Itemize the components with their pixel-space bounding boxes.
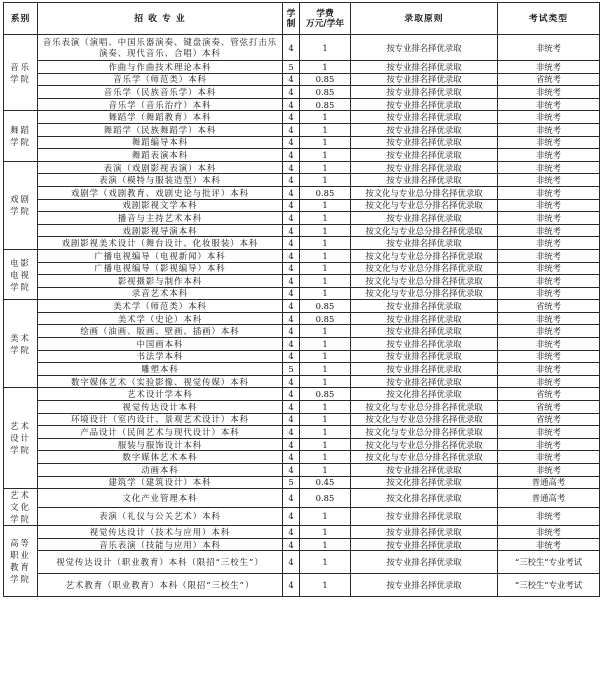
years-cell: 4	[283, 287, 300, 300]
table-row	[4, 186, 600, 199]
years-cell: 4	[283, 574, 300, 597]
header-row	[4, 3, 600, 35]
major-cell: 戏剧学（戏剧教育、戏剧史论与批评）本科	[38, 186, 283, 199]
fee-cell: 1	[300, 275, 351, 288]
exam-cell: 省统考	[498, 300, 600, 313]
exam-cell: 非统考	[498, 237, 600, 250]
table-row	[4, 401, 600, 414]
years-cell: 4	[283, 507, 300, 526]
principle-cell: 按专业排名择优录取	[351, 325, 498, 338]
principle-cell: 按专业排名择优录取	[351, 161, 498, 174]
table-row	[4, 149, 600, 162]
principle-cell: 按文化与专业总分排名择优录取	[351, 413, 498, 426]
years-cell: 4	[283, 526, 300, 539]
exam-cell: 省统考	[498, 73, 600, 86]
exam-cell: 非统考	[498, 149, 600, 162]
major-cell: 视觉传达设计（技术与应用）本科	[38, 526, 283, 539]
dept-cell: 舞蹈 学院	[4, 111, 38, 161]
table-row	[4, 413, 600, 426]
exam-cell: 非统考	[498, 123, 600, 136]
major-cell: 音乐学（师范类）本科	[38, 73, 283, 86]
major-cell: 录音艺术本科	[38, 287, 283, 300]
major-cell: 舞蹈编导本科	[38, 136, 283, 149]
years-cell: 4	[283, 275, 300, 288]
major-cell: 广播电视编导（电视新闻）本科	[38, 249, 283, 262]
major-cell: 戏剧影视美术设计（舞台设计、化妆服装）本科	[38, 237, 283, 250]
table-row	[4, 363, 600, 376]
years-cell: 4	[283, 262, 300, 275]
years-cell: 4	[283, 212, 300, 225]
fee-cell: 1	[300, 262, 351, 275]
fee-cell: 1	[300, 287, 351, 300]
exam-cell: 非统考	[498, 174, 600, 187]
fee-cell: 1	[300, 35, 351, 61]
years-cell: 5	[283, 61, 300, 74]
principle-cell: 按文化与专业总分排名择优录取	[351, 426, 498, 439]
exam-cell: 非统考	[498, 275, 600, 288]
years-cell: 4	[283, 35, 300, 61]
exam-cell: 非统考	[498, 161, 600, 174]
table-row	[4, 464, 600, 477]
fee-cell: 1	[300, 538, 351, 551]
exam-cell: 非统考	[498, 199, 600, 212]
exam-cell: 非统考	[498, 363, 600, 376]
table-row	[4, 538, 600, 551]
fee-cell: 0.85	[300, 489, 351, 508]
fee-cell: 1	[300, 526, 351, 539]
exam-cell: 非统考	[498, 325, 600, 338]
fee-cell: 1	[300, 451, 351, 464]
dept-cell: 艺术 文化 学院	[4, 489, 38, 526]
major-cell: 音乐表演（演唱、中国乐器演奏、键盘演奏、管弦打击乐演奏、现代音乐、合唱）本科	[38, 35, 283, 61]
fee-cell: 1	[300, 111, 351, 124]
principle-cell: 按专业排名择优录取	[351, 363, 498, 376]
fee-cell: 1	[300, 199, 351, 212]
fee-cell: 1	[300, 149, 351, 162]
major-cell: 视觉传达设计本科	[38, 401, 283, 414]
years-cell: 4	[283, 224, 300, 237]
fee-cell: 1	[300, 161, 351, 174]
exam-cell: 省统考	[498, 388, 600, 401]
exam-cell: 省统考	[498, 413, 600, 426]
major-cell: 数字媒体艺术本科	[38, 451, 283, 464]
exam-cell: 非统考	[498, 507, 600, 526]
header-fee: 学费 万元/学年	[300, 3, 351, 35]
years-cell: 4	[283, 375, 300, 388]
admissions-table	[3, 2, 600, 597]
years-cell: 4	[283, 413, 300, 426]
fee-cell: 0.85	[300, 186, 351, 199]
fee-cell: 1	[300, 350, 351, 363]
fee-cell: 1	[300, 551, 351, 574]
major-cell: 舞蹈学（舞蹈教育）本科	[38, 111, 283, 124]
exam-cell: 非统考	[498, 538, 600, 551]
exam-cell: 非统考	[498, 224, 600, 237]
years-cell: 4	[283, 237, 300, 250]
years-cell: 4	[283, 388, 300, 401]
major-cell: 动画本科	[38, 464, 283, 477]
major-cell: 音乐学（民族音乐学）本科	[38, 86, 283, 99]
table-body	[4, 35, 600, 597]
years-cell: 4	[283, 73, 300, 86]
table-row	[4, 551, 600, 574]
header-years: 学制	[283, 3, 300, 35]
principle-cell: 按文化排名择优录取	[351, 388, 498, 401]
principle-cell: 按专业排名择优录取	[351, 526, 498, 539]
table-row	[4, 476, 600, 489]
principle-cell: 按专业排名择优录取	[351, 300, 498, 313]
fee-cell: 0.85	[300, 73, 351, 86]
major-cell: 环境设计（室内设计、景观艺术设计）本科	[38, 413, 283, 426]
major-cell: 产品设计（民间艺术与现代设计）本科	[38, 426, 283, 439]
table-row	[4, 275, 600, 288]
major-cell: 美术学（师范类）本科	[38, 300, 283, 313]
major-cell: 戏剧影视导演本科	[38, 224, 283, 237]
major-cell: 美术学（史论）本科	[38, 312, 283, 325]
table-row	[4, 111, 600, 124]
major-cell: 艺术设计学本科	[38, 388, 283, 401]
table-row	[4, 426, 600, 439]
major-cell: 戏剧影视文学本科	[38, 199, 283, 212]
principle-cell: 按文化与专业总分排名择优录取	[351, 401, 498, 414]
years-cell: 4	[283, 249, 300, 262]
principle-cell: 按文化与专业总分排名择优录取	[351, 249, 498, 262]
years-cell: 4	[283, 401, 300, 414]
table-row	[4, 199, 600, 212]
exam-cell: 非统考	[498, 375, 600, 388]
table-row	[4, 300, 600, 313]
exam-cell: 非统考	[498, 287, 600, 300]
table-row	[4, 312, 600, 325]
table-row	[4, 161, 600, 174]
header-principle: 录取原则	[351, 3, 498, 35]
principle-cell: 按文化与专业总分排名择优录取	[351, 186, 498, 199]
fee-cell: 1	[300, 413, 351, 426]
years-cell: 4	[283, 438, 300, 451]
fee-cell: 1	[300, 375, 351, 388]
years-cell: 4	[283, 538, 300, 551]
principle-cell: 按专业排名择优录取	[351, 350, 498, 363]
header-dept: 系别	[4, 3, 38, 35]
major-cell: 音乐学（音乐治疗）本科	[38, 98, 283, 111]
table-row	[4, 86, 600, 99]
table-row	[4, 224, 600, 237]
principle-cell: 按专业排名择优录取	[351, 98, 498, 111]
table-row	[4, 350, 600, 363]
principle-cell: 按文化与专业总分排名择优录取	[351, 224, 498, 237]
table-row	[4, 507, 600, 526]
fee-cell: 0.85	[300, 98, 351, 111]
table-row	[4, 35, 600, 61]
table-row	[4, 61, 600, 74]
principle-cell: 按专业排名择优录取	[351, 375, 498, 388]
fee-cell: 1	[300, 123, 351, 136]
exam-cell: 非统考	[498, 61, 600, 74]
exam-cell: 非统考	[498, 338, 600, 351]
exam-cell: 非统考	[498, 249, 600, 262]
dept-cell: 电影 电视 学院	[4, 249, 38, 299]
major-cell: 绘画（油画、版画、壁画、插画）本科	[38, 325, 283, 338]
years-cell: 4	[283, 300, 300, 313]
major-cell: 表演（戏剧影视表演）本科	[38, 161, 283, 174]
years-cell: 4	[283, 161, 300, 174]
fee-cell: 1	[300, 363, 351, 376]
principle-cell: 按文化与专业总分排名择优录取	[351, 199, 498, 212]
years-cell: 4	[283, 123, 300, 136]
fee-cell: 1	[300, 224, 351, 237]
principle-cell: 按专业排名择优录取	[351, 338, 498, 351]
principle-cell: 按专业排名择优录取	[351, 174, 498, 187]
fee-cell: 0.85	[300, 312, 351, 325]
major-cell: 中国画本科	[38, 338, 283, 351]
principle-cell: 按专业排名择优录取	[351, 538, 498, 551]
fee-cell: 1	[300, 249, 351, 262]
years-cell: 4	[283, 174, 300, 187]
exam-cell: 非统考	[498, 262, 600, 275]
exam-cell: 非统考	[498, 186, 600, 199]
principle-cell: 按专业排名择优录取	[351, 35, 498, 61]
fee-cell: 1	[300, 401, 351, 414]
fee-cell: 1	[300, 61, 351, 74]
years-cell: 4	[283, 312, 300, 325]
major-cell: 数字媒体艺术（实验影像、视觉传媒）本科	[38, 375, 283, 388]
major-cell: 音乐表演（技能与应用）本科	[38, 538, 283, 551]
principle-cell: 按专业排名择优录取	[351, 237, 498, 250]
table-row	[4, 438, 600, 451]
exam-cell: “三校生”专业考试	[498, 574, 600, 597]
exam-cell: 非统考	[498, 438, 600, 451]
table-row	[4, 73, 600, 86]
exam-cell: 非统考	[498, 136, 600, 149]
major-cell: 艺术教育（职业教育）本科（限招“三校生”）	[38, 574, 283, 597]
exam-cell: “三校生”专业考试	[498, 551, 600, 574]
principle-cell: 按文化与专业总分排名择优录取	[351, 262, 498, 275]
fee-cell: 1	[300, 438, 351, 451]
exam-cell: 非统考	[498, 111, 600, 124]
principle-cell: 按文化与专业总分排名择优录取	[351, 287, 498, 300]
table-row	[4, 388, 600, 401]
principle-cell: 按专业排名择优录取	[351, 574, 498, 597]
major-cell: 舞蹈学（民族舞蹈学）本科	[38, 123, 283, 136]
major-cell: 表演（模特与服装造型）本科	[38, 174, 283, 187]
principle-cell: 按文化排名择优录取	[351, 489, 498, 508]
years-cell: 5	[283, 476, 300, 489]
table-row	[4, 338, 600, 351]
table-row	[4, 262, 600, 275]
table-row	[4, 574, 600, 597]
exam-cell: 普通高考	[498, 476, 600, 489]
years-cell: 4	[283, 325, 300, 338]
fee-cell: 1	[300, 426, 351, 439]
fee-cell: 0.45	[300, 476, 351, 489]
years-cell: 4	[283, 149, 300, 162]
exam-cell: 非统考	[498, 350, 600, 363]
years-cell: 4	[283, 426, 300, 439]
principle-cell: 按文化与专业总分排名择优录取	[351, 451, 498, 464]
years-cell: 4	[283, 451, 300, 464]
dept-cell: 音乐 学院	[4, 35, 38, 111]
fee-cell: 1	[300, 574, 351, 597]
header-exam: 考试类型	[498, 3, 600, 35]
fee-cell: 1	[300, 338, 351, 351]
years-cell: 4	[283, 111, 300, 124]
dept-cell: 艺术 设计 学院	[4, 388, 38, 489]
years-cell: 4	[283, 186, 300, 199]
fee-cell: 1	[300, 212, 351, 225]
major-cell: 视觉传达设计（职业教育）本科（限招“三校生”）	[38, 551, 283, 574]
fee-cell: 0.85	[300, 300, 351, 313]
fee-cell: 1	[300, 237, 351, 250]
table-row	[4, 98, 600, 111]
dept-cell: 美术 学院	[4, 300, 38, 388]
fee-cell: 1	[300, 325, 351, 338]
exam-cell: 省统考	[498, 401, 600, 414]
principle-cell: 按专业排名择优录取	[351, 149, 498, 162]
dept-cell: 高等 职业 教育 学院	[4, 526, 38, 597]
principle-cell: 按专业排名择优录取	[351, 136, 498, 149]
years-cell: 4	[283, 136, 300, 149]
principle-cell: 按专业排名择优录取	[351, 123, 498, 136]
major-cell: 书法学本科	[38, 350, 283, 363]
fee-cell: 1	[300, 136, 351, 149]
table-row	[4, 325, 600, 338]
exam-cell: 非统考	[498, 98, 600, 111]
principle-cell: 按专业排名择优录取	[351, 86, 498, 99]
table-row	[4, 375, 600, 388]
exam-cell: 非统考	[498, 312, 600, 325]
table-row	[4, 212, 600, 225]
table-row	[4, 237, 600, 250]
exam-cell: 非统考	[498, 526, 600, 539]
table-row	[4, 526, 600, 539]
major-cell: 表演（礼仪与公关艺术）本科	[38, 507, 283, 526]
fee-cell: 1	[300, 174, 351, 187]
fee-cell: 1	[300, 464, 351, 477]
table-row	[4, 136, 600, 149]
major-cell: 播音与主持艺术本科	[38, 212, 283, 225]
header-major: 招 收 专 业	[38, 3, 283, 35]
table-row	[4, 249, 600, 262]
principle-cell: 按文化与专业总分排名择优录取	[351, 438, 498, 451]
principle-cell: 按文化与专业总分排名择优录取	[351, 275, 498, 288]
principle-cell: 按专业排名择优录取	[351, 73, 498, 86]
exam-cell: 非统考	[498, 86, 600, 99]
major-cell: 广播电视编导（影视编导）本科	[38, 262, 283, 275]
fee-cell: 0.85	[300, 86, 351, 99]
table-row	[4, 287, 600, 300]
major-cell: 文化产业管理本科	[38, 489, 283, 508]
years-cell: 4	[283, 489, 300, 508]
table-row	[4, 123, 600, 136]
major-cell: 建筑学（建筑设计）本科	[38, 476, 283, 489]
dept-cell: 戏剧 学院	[4, 161, 38, 249]
exam-cell: 非统考	[498, 35, 600, 61]
exam-cell: 非统考	[498, 426, 600, 439]
principle-cell: 按专业排名择优录取	[351, 61, 498, 74]
exam-cell: 非统考	[498, 212, 600, 225]
years-cell: 4	[283, 464, 300, 477]
table-row	[4, 489, 600, 508]
years-cell: 4	[283, 199, 300, 212]
exam-cell: 非统考	[498, 451, 600, 464]
major-cell: 作曲与作曲技术理论本科	[38, 61, 283, 74]
principle-cell: 按专业排名择优录取	[351, 507, 498, 526]
years-cell: 4	[283, 98, 300, 111]
fee-cell: 0.85	[300, 388, 351, 401]
major-cell: 雕塑本科	[38, 363, 283, 376]
table-row	[4, 174, 600, 187]
fee-cell: 1	[300, 507, 351, 526]
years-cell: 5	[283, 363, 300, 376]
principle-cell: 按文化排名择优录取	[351, 476, 498, 489]
exam-cell: 非统考	[498, 464, 600, 477]
table-row	[4, 451, 600, 464]
principle-cell: 按专业排名择优录取	[351, 464, 498, 477]
principle-cell: 按专业排名择优录取	[351, 312, 498, 325]
years-cell: 4	[283, 551, 300, 574]
major-cell: 影视摄影与制作本科	[38, 275, 283, 288]
major-cell: 服装与服饰设计本科	[38, 438, 283, 451]
years-cell: 4	[283, 350, 300, 363]
principle-cell: 按专业排名择优录取	[351, 551, 498, 574]
years-cell: 4	[283, 86, 300, 99]
exam-cell: 普通高考	[498, 489, 600, 508]
major-cell: 舞蹈表演本科	[38, 149, 283, 162]
principle-cell: 按专业排名择优录取	[351, 111, 498, 124]
years-cell: 4	[283, 338, 300, 351]
principle-cell: 按专业排名择优录取	[351, 212, 498, 225]
